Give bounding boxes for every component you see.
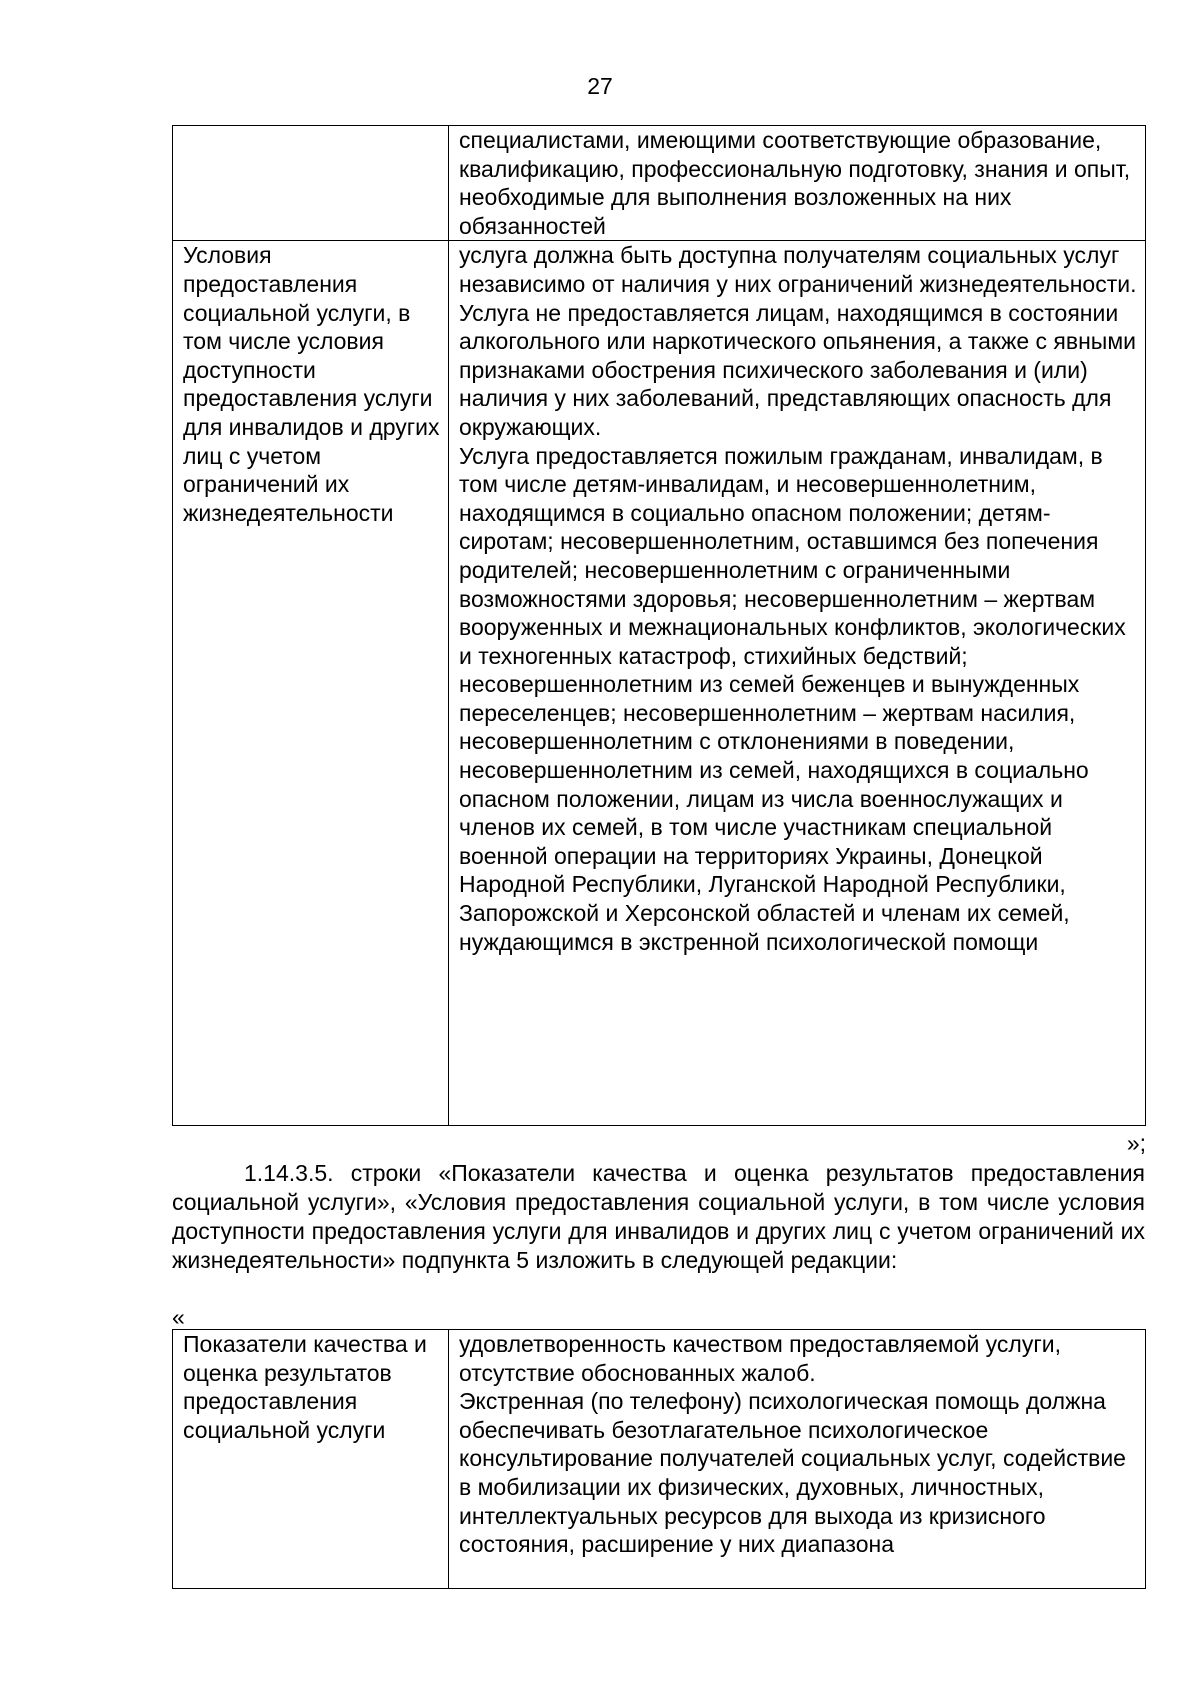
- row-content-cell: услуга должна быть доступна получателям социальных услуг независимо от наличия у них ограничений жизнедеятельности. Услуга не предоставляется лицам, находящимся в состоянии алкогольного или наркотического опьянения, а также с явными признаками обострения психического заболевания и (или) наличия у них заболеваний, представляющих опасность для окружающих. Услуга предоставляется пожилым гражданам, инвалидам, в том числе детям-инвалидам, и несовершеннолетним, находящимся в социально опасном положении; детям-сиротам; несовершеннолетним, оставшимся без попечения родителей; несовершеннолетним с ограниченными возможностями здоровья; несовершеннолетним – жертвам вооруженных и межнациональных конфликтов, экологических и техногенных катастроф, стихийных бедствий; несовершеннолетним из семей беженцев и вынужденных переселенцев; несовершеннолетним – жертвам насилия, несовершеннолетним с отклонениями в поведении, несовершеннолетним из семей, находящихся в социально опасном положении, лицам из числа военнослужащих и членов их семей, в том числе участникам специальной военной операции на территориях Украины, Донецкой Народной Республики, Луганской Народной Республики, Запорожской и Херсонской областей и членам их семей, нуждающимся в экстренной психологической помощи: [449, 241, 1146, 1126]
- opening-quote: «: [172, 1304, 185, 1330]
- row-content-cell: специалистами, имеющими соответствующие образование, квалификацию, профессиональную подготовку, знания и опыт, необходимые для выполнения возложенных на них обязанностей: [449, 126, 1146, 241]
- quality-indicators-table: [172, 1329, 1146, 1589]
- page-number: 27: [587, 73, 613, 99]
- row-label-cell: Показатели качества и оценка результатов предоставления социальной услуги: [173, 1330, 449, 1589]
- table-row: [173, 1330, 1146, 1589]
- table-row: [173, 241, 1146, 1126]
- closing-quote: »;: [1126, 1130, 1146, 1156]
- amendment-paragraph: 1.14.3.5. строки «Показатели качества и оценка результатов предоставления социальной услуги», «Условия предоставления социальной услуги, в том числе условия доступности предоставления услуги для инвалидов и других лиц с учетом ограничений их жизнедеятельности» подпункта 5 изложить в следующей редакции:: [172, 1160, 1145, 1273]
- row-content-cell: удовлетворенность качеством предоставляемой услуги, отсутствие обоснованных жалоб. Экстренная (по телефону) психологическая помощь должна обеспечивать безотлагательное психологическое консультирование получателей социальных услуг, содействие в мобилизации их физических, духовных, личностных, интеллектуальных ресурсов для выхода из кризисного состояния, расширение у них диапазона: [449, 1330, 1146, 1589]
- row-label-cell: [173, 126, 449, 241]
- service-conditions-table: [172, 125, 1146, 1126]
- table-row: [173, 126, 1146, 241]
- row-label-cell: Условия предоставления социальной услуги, в том числе условия доступности предоставления услуги для инвалидов и других лиц с учетом ограничений их жизнедеятельности: [173, 241, 449, 1126]
